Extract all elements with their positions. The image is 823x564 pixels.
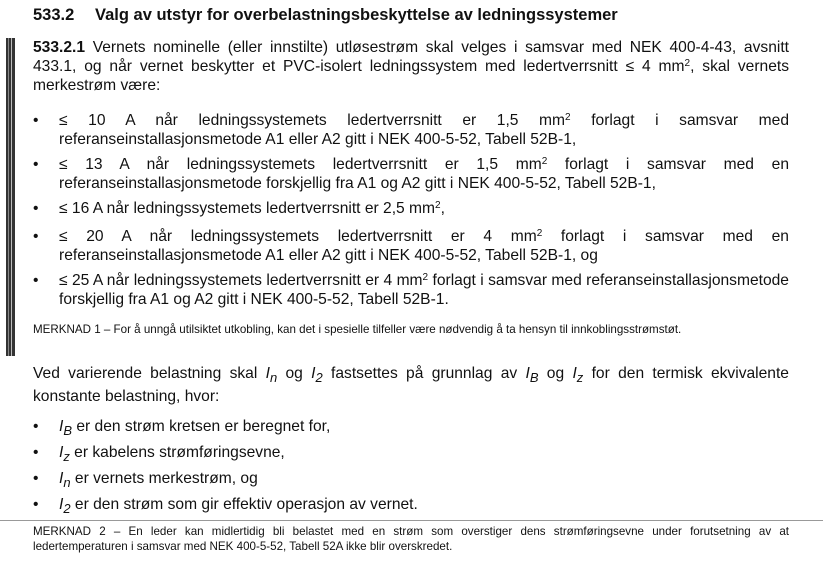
list-item: • ≤ 10 A når ledningssystemets ledertverrsnitt er 1,5 $mm^2$ forlagt i samsvar med referanseinstallasjonsmetode A1 eller A2 gitt i NEK 400-5-52, Tabell 52B-1, bbox=[33, 112, 789, 148]
definition-list bbox=[33, 417, 789, 521]
note-1: MERKNAD 1 – For å unngå utilsiktet utkobling, kan det i spesielle tilfeller være nødvendig å ta hensyn til innkoblingsstrømstøt. bbox=[33, 323, 682, 336]
bullet-icon: • bbox=[33, 470, 39, 487]
bullet-icon: • bbox=[33, 228, 39, 245]
list-item: • $I_2$ er den strøm som gir effektiv operasjon av vernet. bbox=[33, 496, 418, 517]
bullet-icon: • bbox=[33, 444, 39, 461]
list-item: • $I_z$ er kabelens strømføringsevne, bbox=[33, 444, 285, 465]
intro-paragraph: 533.2.1 Vernets nominelle (eller innstilte) utløsestrøm skal velges i samsvar med NEK 400-4-43, avsnitt 433.1, og når vernet beskytter et PVC-isolert ledningssystem med ledertverrsnitt ≤ 4 $mm^2$, skal vernets merkestrøm være: bbox=[33, 39, 789, 94]
clause-number: 533.2.1 bbox=[33, 39, 86, 56]
bullet-icon: • bbox=[33, 156, 39, 173]
list-item: • ≤ 25 A når ledningssystemets ledertverrsnitt er 4 $mm^2$ forlagt i samsvar med referanseinstallasjonsmetode forskjellig fra A1 og A2 gitt i NEK 400-5-52, Tabell 52B-1. bbox=[33, 272, 789, 308]
list-item: • $I_n$ er vernets merkestrøm, og bbox=[33, 470, 258, 491]
list-item: • ≤ 13 A når ledningssystemets ledertverrsnitt er 1,5 $mm^2$ forlagt i samsvar med en referanseinstallasjonsmetode forskjellig fra A1 og A2 gitt i NEK 400-5-52, Tabell 52B-1, bbox=[33, 156, 789, 192]
section-number: 533.2 bbox=[33, 6, 75, 24]
bullet-icon: • bbox=[33, 112, 39, 129]
bullet-icon: • bbox=[33, 418, 39, 435]
bullet-icon: • bbox=[33, 272, 39, 289]
list-item: • $I_B$ er den strøm kretsen er beregnet for, bbox=[33, 418, 331, 439]
change-bar bbox=[6, 38, 15, 356]
section-title: Valg av utstyr for overbelastningsbeskyttelse av ledningssystemer bbox=[95, 6, 618, 24]
list-item: • ≤ 20 A når ledningssystemets ledertverrsnitt er 4 $mm^2$ forlagt i samsvar med en referanseinstallasjonsmetode A1 eller A2 gitt i NEK 400-5-52, Tabell 52B-1, og bbox=[33, 228, 789, 264]
bullet-icon: • bbox=[33, 496, 39, 513]
note-2: MERKNAD 2 – En leder kan midlertidig bli belastet med en strøm som overstiger dens strømføringsevne under forutsetning av at ledertemperaturen i samsvar med NEK 400-5-52, Tabell 52A ikke blir overskredet. bbox=[33, 525, 789, 553]
current-limit-list bbox=[33, 111, 789, 315]
section-heading bbox=[33, 6, 618, 25]
divider bbox=[0, 520, 823, 521]
load-paragraph: Ved varierende belastning skal $I_n$ og $I_2$ fastsettes på grunnlag av $I_B$ og $I_z$ for den termisk ekvivalente konstante belastning, hvor: bbox=[33, 365, 789, 406]
bullet-icon: • bbox=[33, 200, 39, 217]
list-item: • ≤ 16 A når ledningssystemets ledertverrsnitt er 2,5 $mm^2$, bbox=[33, 200, 445, 217]
